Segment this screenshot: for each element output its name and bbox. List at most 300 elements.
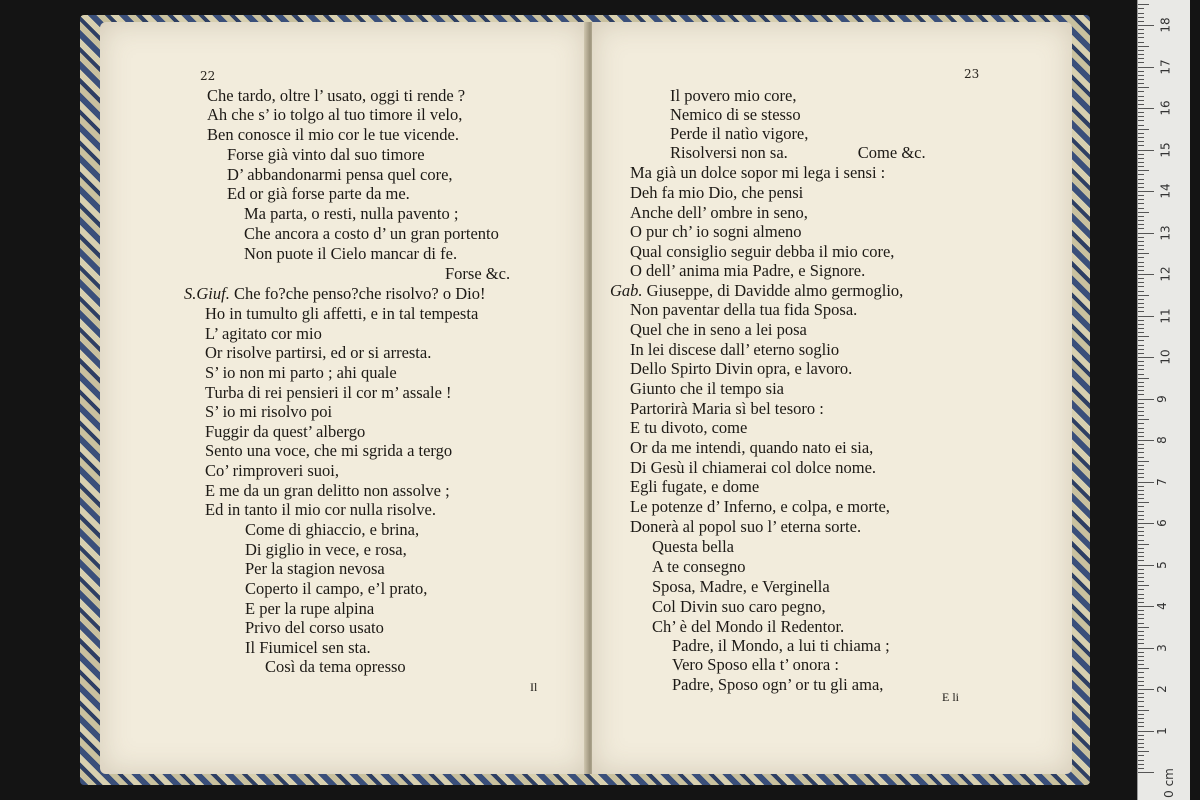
ruler-unit-label: 0 cm: [1161, 768, 1176, 798]
ruler-tick: [1138, 627, 1149, 628]
ruler-number: 8: [1154, 436, 1169, 444]
ruler-tick: [1138, 743, 1144, 744]
ruler-number: 18: [1158, 17, 1173, 33]
line-text: Qual consiglio seguir debba il mio core,: [630, 242, 895, 261]
ruler-tick: [1138, 228, 1144, 229]
ruler-tick: [1138, 257, 1144, 258]
ruler-number: 5: [1154, 560, 1169, 569]
line-text: Che fo?che penso?che risolvo? o Dio!: [233, 284, 486, 303]
ruler-tick: [1138, 282, 1144, 283]
ruler-tick: [1138, 515, 1144, 516]
line-text: Coperto il campo, e’l prato,: [245, 579, 428, 598]
right-text-line: [670, 143, 926, 163]
left-page-number: 22: [200, 69, 216, 83]
ruler-tick: [1138, 42, 1144, 43]
line-text: Nemico di se stesso: [670, 105, 801, 124]
ruler-tick: [1138, 336, 1149, 337]
left-text-line: [207, 86, 465, 106]
ruler-tick: [1138, 307, 1144, 308]
ruler-tick: [1138, 610, 1144, 611]
ruler-tick: [1138, 511, 1144, 512]
ruler-tick: [1138, 731, 1154, 732]
ruler-number: 2: [1154, 685, 1169, 693]
ruler-tick: [1138, 108, 1154, 109]
ruler-tick: [1138, 428, 1144, 429]
line-text: L’ agitato cor mio: [205, 324, 322, 343]
ruler-tick: [1138, 407, 1144, 408]
line-text: Risolversi non sa.: [670, 143, 788, 162]
speaker-label: Gab.: [610, 281, 647, 300]
left-text-line: [244, 224, 499, 244]
line-text: Fuggir da quest’ albergo: [205, 422, 366, 441]
ruler-tick: [1138, 739, 1144, 740]
line-text: Le potenze d’ Inferno, e colpa, e morte,: [630, 497, 890, 516]
ruler-tick: [1138, 540, 1144, 541]
ruler-tick: [1138, 233, 1154, 234]
ruler-tick: [1138, 162, 1144, 163]
right-text-line: [630, 379, 784, 399]
ruler-tick: [1138, 349, 1144, 350]
line-text: S’ io non mi parto ; ahi quale: [205, 363, 397, 382]
ruler-tick: [1138, 448, 1144, 449]
line-text: Ed or già forse parte da me.: [227, 184, 410, 203]
line-text: Vero Sposo ella t’ onora :: [672, 655, 839, 674]
line-tail-text: Come &c.: [857, 143, 926, 162]
ruler-tick: [1138, 760, 1144, 761]
right-text-line: [630, 497, 890, 517]
ruler-tick: [1138, 208, 1144, 209]
ruler-tick: [1138, 286, 1144, 287]
ruler-number: 15: [1158, 141, 1173, 158]
line-text: O dell’ anima mia Padre, e Signore.: [630, 261, 866, 280]
ruler-number: 6: [1154, 519, 1169, 527]
line-text: Privo del corso usato: [245, 618, 384, 637]
ruler-tick: [1138, 174, 1144, 175]
ruler-tick: [1138, 295, 1149, 296]
ruler-tick: [1138, 399, 1154, 400]
ruler-tick: [1138, 535, 1144, 536]
ruler-tick: [1138, 328, 1144, 329]
ruler-tick: [1138, 486, 1144, 487]
ruler-tick: [1138, 37, 1144, 38]
ruler-tick: [1138, 382, 1144, 383]
line-text: E me da un gran delitto non assolve ;: [205, 481, 450, 500]
right-text-line: [630, 399, 824, 419]
ruler-tick: [1138, 764, 1144, 765]
ruler-tick: [1138, 262, 1144, 263]
line-text: Egli fugate, e dome: [630, 477, 760, 496]
ruler-tick: [1138, 436, 1144, 437]
line-text: Quel che in seno a lei posa: [630, 320, 807, 339]
ruler-tick: [1138, 320, 1144, 321]
line-text: Ma già un dolce sopor mi lega i sensi :: [630, 163, 886, 182]
line-text: Ed in tanto il mio cor nulla risolve.: [205, 500, 436, 519]
ruler-tick: [1138, 452, 1144, 453]
ruler-tick: [1138, 249, 1144, 250]
line-text: Come di ghiaccio, e brina,: [245, 520, 420, 539]
ruler-tick: [1138, 369, 1144, 370]
left-catchword: Il: [530, 680, 538, 694]
ruler-tick: [1138, 303, 1144, 304]
left-text-line: [244, 204, 458, 224]
measurement-ruler: [1137, 0, 1190, 800]
line-text: Forse già vinto dal suo timore: [227, 145, 425, 164]
ruler-tick: [1138, 560, 1144, 561]
ruler-tick: [1138, 386, 1144, 387]
ruler-number: 9: [1154, 394, 1169, 403]
ruler-tick: [1138, 668, 1149, 669]
line-text: Per la stagion nevosa: [245, 559, 385, 578]
ruler-tick: [1138, 154, 1144, 155]
ruler-tick: [1138, 473, 1144, 474]
left-text-line: [245, 618, 384, 638]
line-text: Ch’ è del Mondo il Redentor.: [652, 617, 845, 636]
ruler-number: 1: [1154, 726, 1169, 735]
ruler-tick: [1138, 71, 1144, 72]
left-text-line: [205, 461, 339, 481]
line-text: E per la rupe alpina: [245, 599, 375, 618]
ruler-tick: [1138, 552, 1144, 553]
ruler-tick: [1138, 340, 1144, 341]
left-text-line: [245, 540, 407, 560]
right-text-line: [630, 261, 865, 281]
ruler-tick: [1138, 332, 1144, 333]
line-text: Co’ rimproveri suoi,: [205, 461, 339, 480]
ruler-number: 4: [1154, 602, 1169, 610]
ruler-tick: [1138, 660, 1144, 661]
left-text-line: [184, 284, 486, 304]
ruler-tick: [1138, 415, 1144, 416]
ruler-tick: [1138, 585, 1149, 586]
ruler-tick: [1138, 195, 1144, 196]
ruler-number: 14: [1158, 183, 1173, 199]
ruler-tick: [1138, 125, 1144, 126]
left-text-line: [227, 145, 425, 165]
ruler-tick: [1138, 444, 1144, 445]
line-text: Non paventar della tua fida Sposa.: [630, 300, 858, 319]
right-text-line: [630, 517, 861, 537]
ruler-tick: [1138, 685, 1144, 686]
right-text-line: [630, 359, 852, 379]
line-text: Così da tema opresso: [265, 657, 406, 676]
ruler-tick: [1138, 440, 1154, 441]
ruler-tick: [1138, 291, 1144, 292]
ruler-tick: [1138, 212, 1149, 213]
ruler-number: 10: [1158, 349, 1173, 365]
ruler-tick: [1138, 722, 1144, 723]
right-text-line: [630, 340, 839, 360]
ruler-tick: [1138, 357, 1154, 358]
ruler-tick: [1138, 87, 1149, 88]
ruler-number: 12: [1158, 266, 1173, 282]
ruler-tick: [1138, 324, 1144, 325]
line-text: Turba di rei pensieri il cor m’ assale !: [205, 383, 452, 402]
ruler-tick: [1138, 58, 1144, 59]
ruler-tick: [1138, 199, 1144, 200]
left-text-line: [265, 657, 406, 677]
right-text-line: [652, 577, 830, 597]
ruler-tick: [1138, 62, 1144, 63]
ruler-tick: [1138, 137, 1144, 138]
ruler-tick: [1138, 652, 1144, 653]
left-text-line: [205, 363, 397, 383]
left-text-line: [245, 559, 385, 579]
line-text: Anche dell’ ombre in seno,: [630, 203, 808, 222]
left-text-line: [205, 422, 365, 442]
ruler-tick: [1138, 361, 1144, 362]
line-text: Ah che s’ io tolgo al tuo timore il velo,: [207, 105, 463, 124]
ruler-tick: [1138, 573, 1144, 574]
ruler-tick: [1138, 79, 1144, 80]
ruler-number: 13: [1158, 224, 1173, 241]
ruler-tick: [1138, 589, 1144, 590]
line-text: Ben conosce il mio cor le tue vicende.: [207, 125, 459, 144]
right-text-line: [630, 203, 808, 223]
ruler-tick: [1138, 726, 1144, 727]
ruler-tick: [1138, 4, 1149, 5]
ruler-tick: [1138, 141, 1144, 142]
ruler-tick: [1138, 506, 1144, 507]
ruler-tick: [1138, 112, 1144, 113]
ruler-tick: [1138, 187, 1144, 188]
line-text: Il povero mio core,: [670, 86, 797, 105]
ruler-tick: [1138, 706, 1144, 707]
ruler-tick: [1138, 145, 1144, 146]
ruler-tick: [1138, 166, 1144, 167]
ruler-tick: [1138, 735, 1144, 736]
left-text-line: [245, 638, 371, 658]
left-text-line: [245, 599, 374, 619]
ruler-number: 7: [1154, 477, 1169, 486]
ruler-tick: [1138, 245, 1144, 246]
ruler-tick: [1138, 203, 1144, 204]
ruler-tick: [1138, 158, 1144, 159]
line-text: Forse &c.: [445, 264, 511, 283]
ruler-tick: [1138, 104, 1144, 105]
line-text: Ho in tumulto gli affetti, e in tal tempesta: [205, 304, 479, 323]
right-page-number: 23: [964, 67, 980, 81]
ruler-tick: [1138, 120, 1144, 121]
ruler-tick: [1138, 569, 1144, 570]
ruler-number: 3: [1154, 643, 1169, 652]
right-text-line: [652, 537, 734, 557]
left-text-line: [205, 402, 332, 422]
ruler-tick: [1138, 46, 1149, 47]
ruler-tick: [1138, 556, 1144, 557]
ruler-tick: [1138, 224, 1144, 225]
ruler-tick: [1138, 220, 1144, 221]
ruler-tick: [1138, 316, 1154, 317]
right-text-line: [652, 597, 826, 617]
left-text-line: [205, 481, 450, 501]
line-text: E tu divoto, come: [630, 418, 748, 437]
ruler-tick: [1138, 394, 1144, 395]
ruler-tick: [1138, 677, 1144, 678]
ruler-tick: [1138, 494, 1144, 495]
right-text-line: [670, 124, 808, 144]
ruler-tick: [1138, 643, 1144, 644]
ruler-tick: [1138, 96, 1144, 97]
line-text: Padre, Sposo ogn’ or tu gli ama,: [672, 675, 884, 694]
ruler-tick: [1138, 170, 1149, 171]
ruler-tick: [1138, 266, 1144, 267]
line-text: Di giglio in vece, e rosa,: [245, 540, 407, 559]
right-text-line: [630, 458, 876, 478]
ruler-tick: [1138, 581, 1144, 582]
ruler-tick: [1138, 598, 1144, 599]
ruler-tick: [1138, 353, 1144, 354]
right-text-line: [652, 557, 745, 577]
ruler-tick: [1138, 17, 1144, 18]
ruler-tick: [1138, 768, 1144, 769]
line-text: Padre, il Mondo, a lui ti chiama ;: [672, 636, 890, 655]
ruler-tick: [1138, 237, 1144, 238]
left-text-line: [227, 165, 453, 185]
ruler-tick: [1138, 618, 1144, 619]
right-text-line: [670, 105, 801, 125]
right-text-line: [610, 281, 903, 301]
ruler-tick: [1138, 693, 1144, 694]
ruler-tick: [1138, 755, 1144, 756]
ruler-tick: [1138, 216, 1144, 217]
ruler-tick: [1138, 278, 1144, 279]
ruler-number: 11: [1158, 307, 1173, 324]
line-text: Col Divin suo caro pegno,: [652, 597, 826, 616]
ruler-tick: [1138, 75, 1144, 76]
ruler-tick: [1138, 183, 1144, 184]
ruler-tick: [1138, 689, 1154, 690]
ruler-tick: [1138, 639, 1144, 640]
line-text: S’ io mi risolvo poi: [205, 402, 333, 421]
left-text-line: [205, 500, 436, 520]
ruler-tick: [1138, 403, 1144, 404]
right-text-line: [672, 636, 890, 656]
ruler-tick: [1138, 465, 1144, 466]
ruler-tick: [1138, 490, 1144, 491]
line-text: O pur ch’ io sogni almeno: [630, 222, 802, 241]
ruler-tick: [1138, 374, 1144, 375]
left-text-line: [205, 441, 452, 461]
ruler-tick: [1138, 544, 1149, 545]
line-text: Dello Spirto Divin opra, e lavoro.: [630, 359, 853, 378]
ruler-tick: [1138, 345, 1144, 346]
line-text: D’ abbandonarmi pensa quel core,: [227, 165, 453, 184]
ruler-tick: [1138, 8, 1144, 9]
line-text: Sposa, Madre, e Verginella: [652, 577, 830, 596]
ruler-tick: [1138, 13, 1144, 14]
ruler-tick: [1138, 656, 1144, 657]
ruler-tick: [1138, 91, 1144, 92]
ruler-tick: [1138, 519, 1144, 520]
line-text: In lei discese dall’ eterno soglio: [630, 340, 840, 359]
line-text: Partorirà Maria sì bel tesoro :: [630, 399, 824, 418]
ruler-tick: [1138, 548, 1144, 549]
right-text-line: [652, 617, 844, 637]
ruler-tick: [1138, 527, 1144, 528]
ruler-tick: [1138, 502, 1149, 503]
right-text-line: [630, 242, 894, 262]
line-text: Il Fiumicel sen sta.: [245, 638, 371, 657]
ruler-tick: [1138, 747, 1144, 748]
ruler-tick: [1138, 25, 1154, 26]
left-text-line: [207, 125, 459, 145]
ruler-tick: [1138, 602, 1144, 603]
ruler-tick: [1138, 523, 1154, 524]
ruler-tick: [1138, 33, 1144, 34]
left-text-line: [445, 264, 510, 284]
ruler-tick: [1138, 681, 1144, 682]
ruler-tick: [1138, 594, 1144, 595]
ruler-tick: [1138, 631, 1144, 632]
ruler-tick: [1138, 751, 1149, 752]
right-text-line: [630, 183, 803, 203]
line-text: Donerà al popol suo l’ eterna sorte.: [630, 517, 862, 536]
line-text: Non puote il Cielo mancar di fe.: [244, 244, 458, 263]
line-text: Ma parta, o resti, nulla pavento ;: [244, 204, 459, 223]
ruler-tick: [1138, 365, 1144, 366]
ruler-tick: [1138, 390, 1144, 391]
ruler-number: 17: [1158, 58, 1173, 75]
ruler-tick: [1138, 614, 1144, 615]
right-text-line: [630, 438, 873, 458]
ruler-tick: [1138, 498, 1144, 499]
line-text: Or da me intendi, quando nato ei sia,: [630, 438, 874, 457]
right-text-line: [630, 222, 802, 242]
right-text-line: [630, 163, 885, 183]
left-text-line: [245, 579, 427, 599]
line-text: Or risolve partirsi, ed or si arresta.: [205, 343, 432, 362]
right-text-line: [672, 655, 839, 675]
ruler-tick: [1138, 270, 1144, 271]
line-text: Giuseppe, di Davidde almo germoglio,: [646, 281, 904, 300]
ruler-tick: [1138, 67, 1154, 68]
right-text-line: [670, 86, 796, 106]
ruler-tick: [1138, 531, 1144, 532]
right-text-line: [630, 320, 807, 340]
ruler-tick: [1138, 179, 1144, 180]
ruler-tick: [1138, 100, 1144, 101]
ruler-tick: [1138, 461, 1149, 462]
ruler-tick: [1138, 299, 1144, 300]
right-text-line: [630, 477, 759, 497]
ruler-tick: [1138, 469, 1144, 470]
right-text-line: [630, 300, 857, 320]
left-text-line: [227, 184, 410, 204]
left-text-line: [207, 105, 462, 125]
ruler-tick: [1138, 432, 1144, 433]
ruler-tick: [1138, 116, 1144, 117]
ruler-tick: [1138, 21, 1144, 22]
ruler-tick: [1138, 274, 1154, 275]
ruler-tick: [1138, 577, 1144, 578]
ruler-tick: [1138, 253, 1149, 254]
right-catchword: E li: [942, 690, 959, 704]
ruler-tick: [1138, 648, 1154, 649]
line-text: Che tardo, oltre l’ usato, oggi ti rende ?: [207, 86, 466, 105]
line-text: Giunto che il tempo sia: [630, 379, 784, 398]
line-text: Sento una voce, che mi sgrida a tergo: [205, 441, 453, 460]
line-text: Che ancora a costo d’ un gran portento: [244, 224, 499, 243]
ruler-tick: [1138, 635, 1144, 636]
left-text-line: [205, 383, 452, 403]
ruler-tick: [1138, 54, 1144, 55]
line-text: Di Gesù il chiamerai col dolce nome.: [630, 458, 877, 477]
ruler-tick: [1138, 423, 1144, 424]
ruler-tick: [1138, 133, 1144, 134]
line-text: Deh fa mio Dio, che pensi: [630, 183, 804, 202]
left-text-line: [244, 244, 457, 264]
ruler-tick: [1138, 623, 1144, 624]
